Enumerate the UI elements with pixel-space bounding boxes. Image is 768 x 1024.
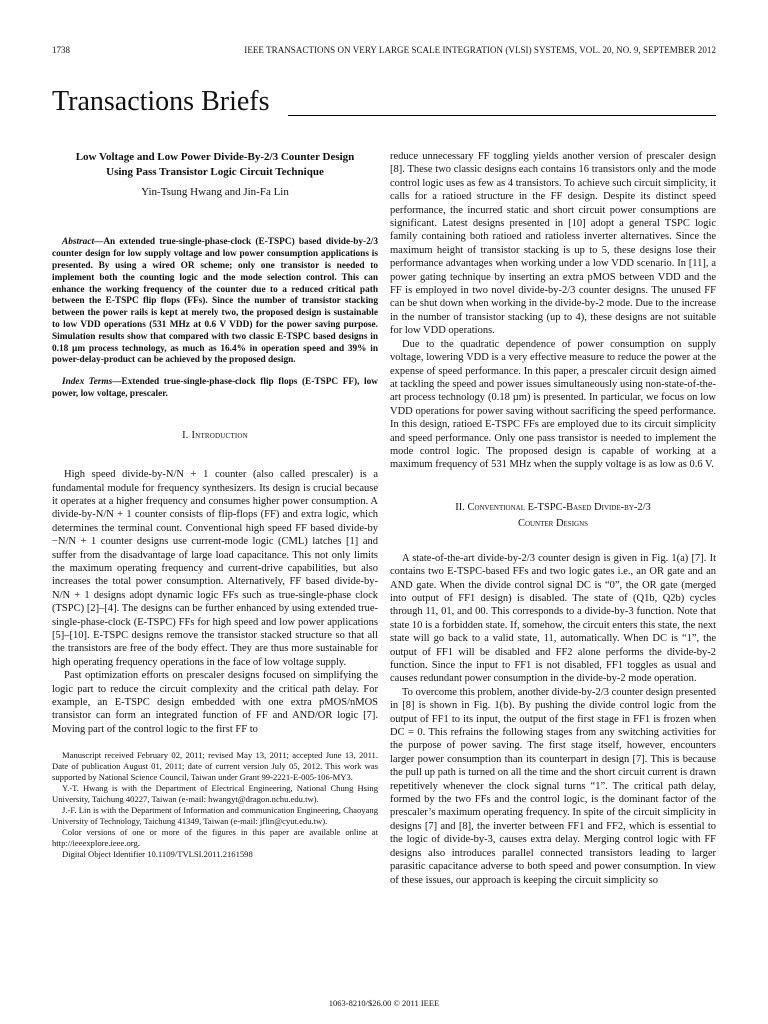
abstract-label: Abstract <box>62 237 95 248</box>
right-paragraph-1: reduce unnecessary FF toggling yields another version of prescaler design [8]. These two classic designs each contains 16 transistors only and the mode control logic uses as few as 4 transistors. To achieve such circuit simplicity, it calls for a ratioed structure in the FF design. Despite its distinct speed performance, the incurred static and short circuit power consumptions are significant. Latest designs presented in [10] adopt a general TSPC logic family containing both ratioed and ratioless inverter alternatives. Since the maximum height of transistor stacking is up to 5, these designs lose their performance advantages when working under a low VDD scenario. In [11], a power gating technique by inserting an extra pMOS between VDD and the FF is employed in two novel divide-by-2/3 counter designs. The unused FF can be shut down when working in the divide-by-2 mode. Due to the increase in the number of transistor stacking (up to 4), these designs are not suitable for low VDD operations. <box>390 151 716 337</box>
footnote-author2: J.-F. Lin is with the Department of Information and communication Engineering, Chaoyang University of Technology, Taichung 41349, Taiwan (e-mail: jflin@cyut.edu.tw). <box>52 805 378 826</box>
abstract-text: —An extended true-single-phase-clock (E-TSPC) based divide-by-2/3 counter design for low supply voltage and low power consumption applications is presented. By using a wired OR scheme; only one transistor is needed to implement both the counting logic and the mode selection control. This can enhance the working frequency of the counter due to a reduced critical path between the E-TSPC flip flops (FFs). Since the number of transistor stacking between the power rails is kept at merely two, the proposed design is sustainable to low VDD operations (531 MHz at 0.6 V VDD) for the power saving purpose. Simulation results show that compared with two classic E-TSPC based designs in 0.18 µm process technology, as much as 16.4% in operation speed and 39% in power-delay-product can be achieved by the proposed design. <box>52 237 378 366</box>
intro-paragraph-2: Past optimization efforts on prescaler designs focused on simplifying the logic part to reduce the circuit complexity and the critical path delay. For example, an E-TSPC design embedded with one extra pMOS/nMOS transistor can form an integrated function of FF and AND/OR logic [7]. Moving part of the control logic to the first FF to <box>52 670 378 735</box>
section2-paragraph-2: To overcome this problem, another divide-by-2/3 counter design presented in [8] is shown in Fig. 1(b). By pushing the divide control logic from the output of FF1 to its input, the output of the first stage in FF1 is frozen when DC = 0. This refrains the following stages from any switching activities for the purpose of power saving. The first stage itself, however, encounters larger power consumption than its counterpart in design [7]. This is because the pull up path is turned on all the time and the short circuit current is drawn repetitively whenever the clock signal turns “1”. The critical path delay, formed by the two FFs and the control logic, is the dominant factor of the prescaler’s maximum operating frequency. In spite of the circuit simplicity in designs [7] and [8], the inverter between FF1 and FF2, which is essential to the logic of divide-by-3, causes extra delay. Merging control logic with FF designs also introduces parallel connected transistors leading to larger parasitic capacitance adverse to both speed and power consumption. In view of these issues, our approach is keeping the circuit simplicity so <box>390 686 716 886</box>
intro-paragraph-1: High speed divide-by-N/N + 1 counter (also called prescaler) is a fundamental module for frequency synthesizers. Its design is crucial because it operates at a higher frequency and consumes higher power consumption. A divide-by-N/N + 1 counter consists of flip-flops (FF) and extra logic, which determines the terminal count. Conventional high speed FF based divide-by −N/N + 1 counter designs use current-mode logic (CML) latches [1] and suffer from the disadvantage of large load capacitance. This not only limits the maximum operating frequency and current-drive capabilities, but also increases the total power consumption. Alternatively, FF based divide-by-N/N + 1 designs adopt dynamic logic FFs such as true-single-phase clock (TSPC) [2]–[4]. The designs can be further enhanced by using extended true-single-phase-clock (E-TSPC) FFs for high speed and low power applications [5]–[10]. E-TSPC designs remove the transistor stacked structure so that all the transistors are free of the body effect. They are thus more sustainable for high operating frequency operations in the face of low voltage supply. <box>52 469 378 668</box>
index-terms <box>52 377 378 401</box>
footnote-doi: Digital Object Identifier 10.1109/TVLSI.2011.2161598 <box>62 849 253 859</box>
right-column <box>390 150 716 887</box>
section2-heading-line2: Counter Designs <box>517 517 589 529</box>
left-column <box>52 150 378 736</box>
copyright-footer: 1063-8210/$26.00 © 2011 IEEE <box>328 998 440 1008</box>
section2-paragraph-1: A state-of-the-art divide-by-2/3 counter design is given in Fig. 1(a) [7]. It contains two E-TSPC-based FFs and two logic gates i.e., an OR gate and an AND gate. When the divide control signal DC is “0”, the OR gate (merged into output of FF1 design) is disabled. The state of (Q1b, Q2b) cycles through 11, 01, and 00. This corresponds to a divide-by-3 function. Note that state 10 is a forbidden state. If, somehow, the circuit enters this state, the next state will go back to a valid state, 11, automatically. When DC is “1”, the output of FF1 will be disabled and FF2 alone performs the divide-by-2 function. Since the input to FF1 is not disabled, FF1 toggles as usual and causes redundant power consumption in the divide-by-2 mode operation. <box>390 552 716 685</box>
section2-heading-line1: II. Conventional E-TSPC-Based Divide-by-2/3 <box>455 501 651 513</box>
abstract <box>52 237 378 367</box>
footnote-author1: Y.-T. Hwang is with the Department of Electrical Engineering, National Chung Hsing University, Taichung 40227, Taiwan (e-mail: hwangyt@dragon.nchu.edu.tw). <box>52 783 378 804</box>
footnote-color: Color versions of one or more of the figures in this paper are available online at http://ieeexplore.ieee.org. <box>52 827 378 848</box>
section-heading-introduction: I. Introduction <box>182 429 248 441</box>
running-header <box>52 45 716 59</box>
section-banner <box>52 86 716 122</box>
section-banner-title: Transactions Briefs <box>52 86 270 117</box>
article-title-line1: Low Voltage and Low Power Divide-By-2/3 Counter Design <box>75 151 355 163</box>
page-number: 1738 <box>52 45 70 55</box>
journal-title: IEEE TRANSACTIONS ON VERY LARGE SCALE INTEGRATION (VLSI) SYSTEMS, VOL. 20, NO. 9, SEPTEMBER 2012 <box>244 45 716 55</box>
article-title <box>52 150 378 180</box>
index-terms-label: Index Terms <box>62 377 113 388</box>
section-heading-conventional <box>390 500 716 532</box>
banner-rule <box>288 115 716 116</box>
right-paragraph-2: Due to the quadratic dependence of power consumption on supply voltage, lowering VDD is a very effective measure to reduce the power at the expense of speed performance. In this paper, a prescaler circuit design aimed at tackling the speed and power issues simultaneously using non-state-of-the-art process technology (0.18 µm) is presented. In particular, we focus on low VDD operations for power saving without sacrificing the speed performance. In this design, ratioed E-TSPC FFs are employed due to its circuit simplicity and speed performance. Only one pass transistor is needed to implement the mode control logic. The proposed design is capable of working at a maximum frequency of 531 MHz when the supply voltage is as low as 0.6 V. <box>390 338 716 471</box>
footnote-manuscript: Manuscript received February 02, 2011; revised May 13, 2011; accepted June 13, 2011. Date of publication August 01, 2011; date of current version July 05, 2012. This work was supported by National Science Council, Taiwan under Grant 99-2221-E-005-106-MY3. <box>52 750 378 782</box>
footnotes <box>52 750 378 860</box>
index-terms-text: —Extended true-single-phase-clock flip flops (E-TSPC FF), low power, low voltage, prescaler. <box>52 377 378 399</box>
authors: Yin-Tsung Hwang and Jin-Fa Lin <box>141 186 289 198</box>
article-title-line2: Using Pass Transistor Logic Circuit Technique <box>106 166 324 178</box>
